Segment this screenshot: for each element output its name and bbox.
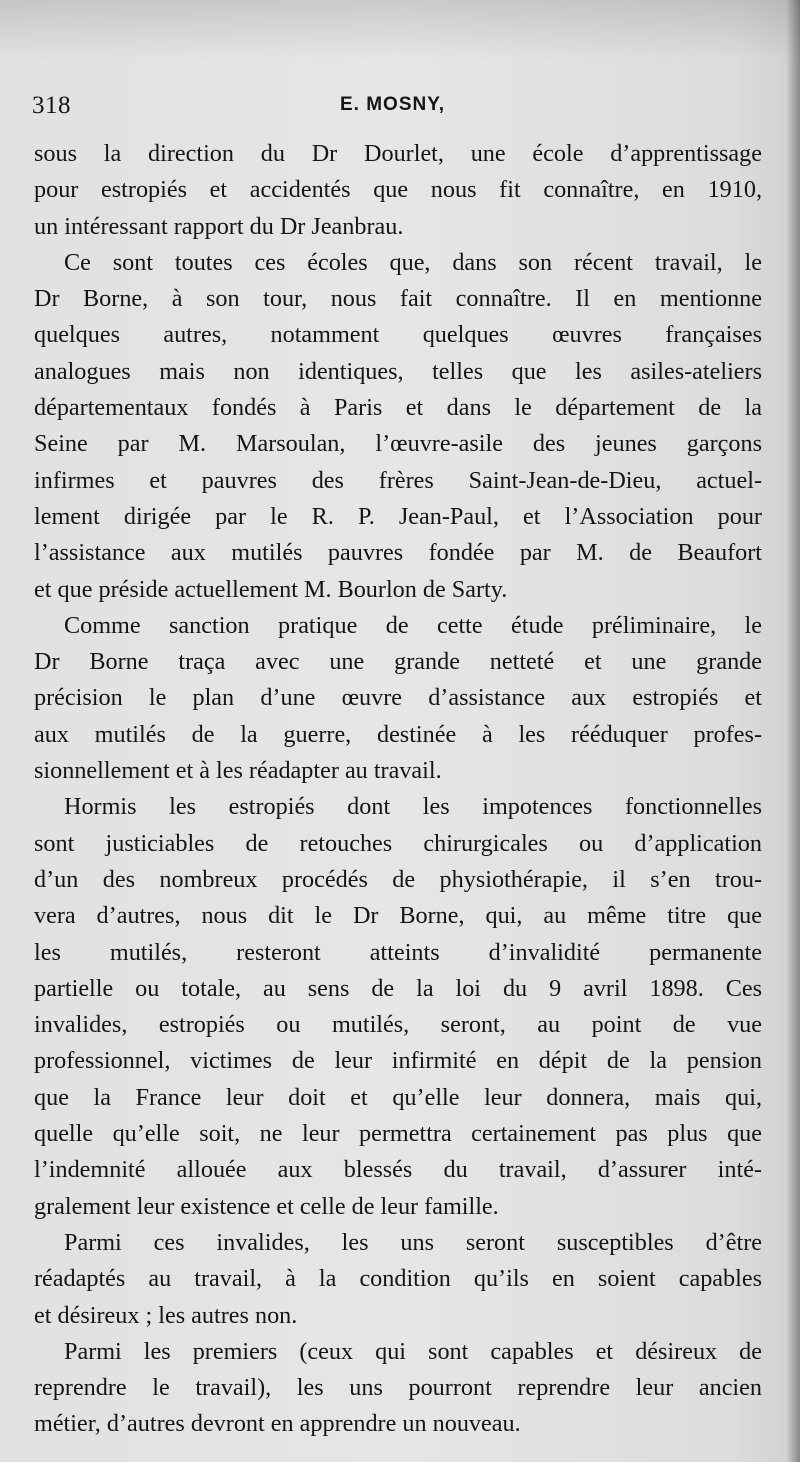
paragraph-4 bbox=[34, 789, 762, 1225]
text-line: les mutilés, resteront atteints d’invalidité permanente bbox=[34, 938, 762, 966]
text-line: métier, d’autres devront en apprendre un nouveau. bbox=[34, 1410, 521, 1438]
text-line: sous la direction du Dr Dourlet, une école d’apprentissage bbox=[34, 140, 762, 167]
text-line: Parmi ces invalides, les uns seront susceptibles d’être bbox=[64, 1228, 762, 1256]
text-line: que la France leur doit et qu’elle leur donnera, mais qui, bbox=[34, 1083, 762, 1111]
text-line: lement dirigée par le R. P. Jean-Paul, et l’Association pour bbox=[34, 502, 762, 530]
text-line: l’indemnité allouée aux blessés du travail, d’assurer inté- bbox=[34, 1156, 762, 1184]
page-shadow-top bbox=[0, 0, 800, 60]
text-line: Comme sanction pratique de cette étude préliminaire, le bbox=[64, 611, 762, 639]
text-line: réadaptés au travail, à la condition qu’ils en soient capables bbox=[34, 1265, 762, 1293]
page-shadow-right bbox=[786, 0, 800, 1462]
paragraph-3 bbox=[34, 608, 762, 789]
body-text bbox=[34, 136, 762, 1443]
page-number: 318 bbox=[32, 92, 71, 119]
text-line: reprendre le travail), les uns pourront reprendre leur ancien bbox=[34, 1374, 762, 1402]
text-line: et que préside actuellement M. Bourlon de Sarty. bbox=[34, 575, 508, 603]
text-line: sont justiciables de retouches chirurgicales ou d’application bbox=[34, 829, 762, 857]
text-line: un intéressant rapport du Dr Jeanbrau. bbox=[34, 212, 404, 240]
text-line: partielle ou totale, au sens de la loi du 9 avril 1898. Ces bbox=[34, 974, 762, 1002]
text-line: Dr Borne, à son tour, nous fait connaître. Il en mentionne bbox=[34, 285, 762, 313]
text-line: aux mutilés de la guerre, destinée à les rééduquer profes- bbox=[34, 720, 762, 748]
running-head-author: E. MOSNY, bbox=[340, 94, 446, 115]
text-line: pour estropiés et accidentés que nous fit connaître, en 1910, bbox=[34, 176, 762, 204]
text-line: analogues mais non identiques, telles que les asiles-ateliers bbox=[34, 357, 762, 385]
text-line: départementaux fondés à Paris et dans le département de la bbox=[34, 394, 762, 422]
paragraph-2 bbox=[34, 245, 762, 608]
text-line: Ce sont toutes ces écoles que, dans son récent travail, le bbox=[64, 248, 762, 276]
text-line: d’un des nombreux procédés de physiothérapie, il s’en trou- bbox=[34, 865, 762, 893]
text-line: vera d’autres, nous dit le Dr Borne, qui, au même titre que bbox=[34, 902, 762, 930]
text-line: infirmes et pauvres des frères Saint-Jean-de-Dieu, actuel- bbox=[34, 466, 762, 494]
paragraph-6 bbox=[34, 1334, 762, 1443]
text-line: Dr Borne traça avec une grande netteté et une grande bbox=[34, 648, 762, 676]
text-line: quelle qu’elle soit, ne leur permettra certainement pas plus que bbox=[34, 1120, 762, 1148]
text-line: Parmi les premiers (ceux qui sont capables et désireux de bbox=[64, 1337, 762, 1365]
text-line: invalides, estropiés ou mutilés, seront, au point de vue bbox=[34, 1011, 762, 1039]
text-line: l’assistance aux mutilés pauvres fondée par M. de Beaufort bbox=[34, 539, 762, 567]
text-line: et désireux ; les autres non. bbox=[34, 1301, 298, 1329]
text-line: professionnel, victimes de leur infirmité en dépit de la pension bbox=[34, 1047, 762, 1075]
text-line: gralement leur existence et celle de leur famille. bbox=[34, 1192, 499, 1220]
text-line: Seine par M. Marsoulan, l’œuvre-asile des jeunes garçons bbox=[34, 430, 762, 458]
running-head bbox=[32, 92, 762, 122]
text-line: Hormis les estropiés dont les impotences fonctionnelles bbox=[64, 793, 762, 821]
paragraph-1 bbox=[34, 136, 762, 245]
text-line: quelques autres, notamment quelques œuvres françaises bbox=[34, 321, 762, 349]
text-line: précision le plan d’une œuvre d’assistance aux estropiés et bbox=[34, 684, 762, 712]
text-line: sionnellement et à les réadapter au travail. bbox=[34, 757, 442, 785]
paragraph-5 bbox=[34, 1225, 762, 1334]
